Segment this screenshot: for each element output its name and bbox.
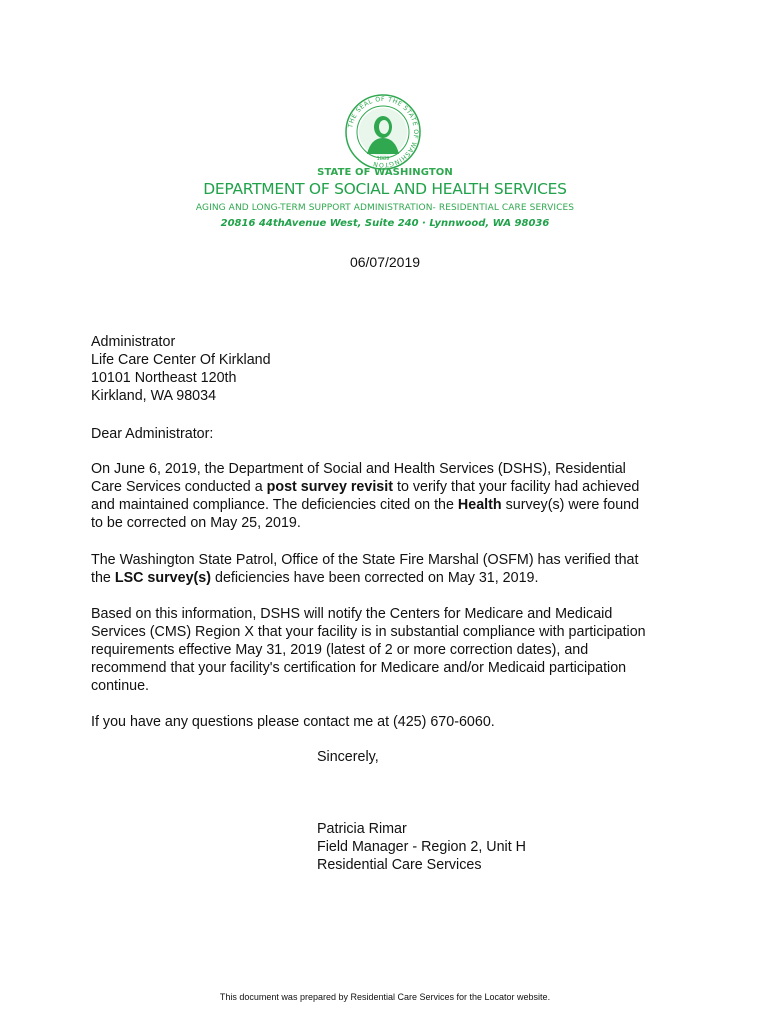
recipient-line: Kirkland, WA 98034 <box>91 388 217 404</box>
paragraph-line: to be corrected on May 25, 2019. <box>91 515 301 531</box>
emphasis-text: Health <box>457 497 502 513</box>
signature-block <box>317 820 526 874</box>
salutation: Dear Administrator: <box>91 426 214 442</box>
paragraph-line: Services (CMS) Region X that your facility is in substantial compliance with participation <box>91 624 646 640</box>
signer-name: Patricia Rimar <box>317 821 407 837</box>
signer-unit: Residential Care Services <box>317 857 482 873</box>
recipient-line: Administrator <box>91 334 176 350</box>
paragraph-line: recommend that your facility's certification for Medicare and/or Medicaid participation <box>91 660 627 676</box>
paragraph-line: Based on this information, DSHS will notify the Centers for Medicare and Medicaid <box>91 606 613 622</box>
paragraph-3 <box>91 605 691 695</box>
administration-name: AGING AND LONG-TERM SUPPORT ADMINISTRATION- RESIDENTIAL CARE SERVICES <box>195 203 575 213</box>
recipient-line: Life Care Center Of Kirkland <box>91 352 271 368</box>
department-name: DEPARTMENT OF SOCIAL AND HEALTH SERVICES <box>203 180 567 198</box>
recipient-line: 10101 Northeast 120th <box>91 370 237 386</box>
paragraph-line: requirements effective May 31, 2019 (latest of 2 or more correction dates), and <box>91 642 589 658</box>
paragraph-line: continue. <box>91 678 150 694</box>
paragraph-line: The Washington State Patrol, Office of the State Fire Marshal (OSFM) has verified that <box>91 552 639 568</box>
letterhead-address: 20816 44thAvenue West, Suite 240 · Lynnwood, WA 98036 <box>220 218 550 229</box>
seal-year: 1889 <box>376 156 390 162</box>
paragraph-4: If you have any questions please contact me at (425) 670-6060. <box>91 714 495 730</box>
paragraph-line: On June 6, 2019, the Department of Social and Health Services (DSHS), Residential <box>91 461 626 477</box>
paragraph-2 <box>91 551 691 587</box>
paragraph-1 <box>91 460 691 532</box>
paragraph-line: and maintained compliance. The deficiencies cited on the Health survey(s) were found <box>91 497 640 513</box>
emphasis-text: post survey revisit <box>266 479 393 495</box>
signer-title: Field Manager - Region 2, Unit H <box>317 839 526 855</box>
recipient-address <box>91 333 691 405</box>
paragraph-line: Care Services conducted a post survey revisit to verify that your facility had achieved <box>91 479 640 495</box>
emphasis-text: LSC survey(s) <box>114 570 212 586</box>
closing: Sincerely, <box>317 749 379 765</box>
state-name: STATE OF WASHINGTON <box>317 167 453 178</box>
letter-date: 06/07/2019 <box>349 254 421 270</box>
seal-ring-text: THE SEAL OF THE STATE OF WASHINGTON <box>347 95 420 169</box>
footer-note: This document was prepared by Residential Care Services for the Locator website. <box>219 992 551 1002</box>
paragraph-line: the LSC survey(s) deficiencies have been corrected on May 31, 2019. <box>91 570 539 586</box>
state-seal-logo <box>345 94 421 170</box>
